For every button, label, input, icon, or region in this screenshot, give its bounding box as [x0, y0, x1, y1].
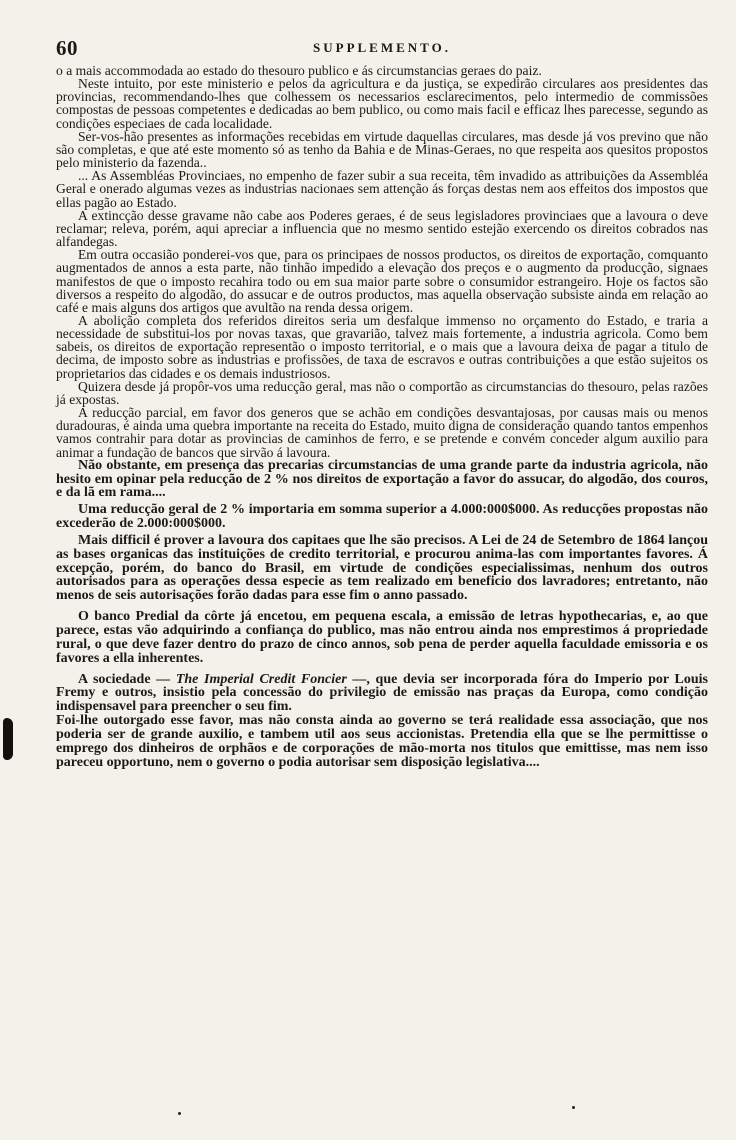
paragraph: Neste intuito, por este ministerio e pelos da agricultura e da justiça, se expedirão circulares aos presidentes das provincias, recommendando-lhes que colhessem os necessarios esclarecimentos, pelo intermedio de commissões compostas de pessoas competentes e dedicadas ao bem publico, ou como mais facil e efficaz lhes parecesse, segundo as condições especiaes de cada localidade. — [56, 76, 708, 131]
document-page — [56, 36, 708, 769]
paragraph: Não obstante, em presença das precarias circumstancias de uma grande parte da industria agricola, não hesito em opinar pela reducção de 2 % nos direitos de exportação a favor do assucar, do algodão, dos couros, e da lã em rama.... — [56, 457, 708, 501]
paragraph: O banco Predial da côrte já encetou, em pequena escala, a emissão de letras hypothecarias, e, ao que parece, estas vão adquirindo a confiança do publico, mas não entrou ainda nos emprestimos á propriedade rural, o que deve fazer dentro do prazo de cinco annos, sob pena de perder aquella faculdade emissoria e os favores a ella inherentes. — [56, 609, 708, 666]
paragraph: A abolição completa dos referidos direitos seria um desfalque immenso no orçamento do Estado, e traria a necessidade de substitui-los por novas taxas, que gravarião, talvez mais fortemente, a industria agricola. Como bem sabeis, os direitos de exportação representão o imposto territorial, e o mais que a lavoura deixa de pagar a titulo de decima, de imposto sobre as industrias e profissões, de taxa de escravos e outras contribuições a que estão sujeitos os proprietarios das cidades e os demais industriosos. — [56, 312, 708, 381]
page-title: SUPPLEMENTO. — [313, 40, 451, 55]
page-header — [56, 36, 708, 60]
society-suffix: —, que devia ser incorporada fóra do Imperio por Louis Fremy e outros, insistio pela concessão do privilegio de emissão nas praças da Europa, como condição indispensavel para preencher o seu fim. — [56, 671, 708, 715]
paragraph: A extincção desse gravame não cabe aos Poderes geraes, é de seus legisladores provinciaes que a lavoura o deve reclamar; releva, porém, aqui apreciar a influencia que no mesmo sentido estejão exercendo os direitos cobrados nas alfandegas. — [56, 207, 708, 250]
body-text — [56, 64, 708, 769]
paragraph: o a mais accommodada ao estado do thesouro publico e ás circumstancias geraes do paiz. — [56, 63, 542, 78]
paragraph: Uma reducção geral de 2 % importaria em somma superior a 4.000:000$000. As reducções propostas não excederão de 2.000:000$000. — [56, 502, 708, 532]
paragraph: Ser-vos-hão presentes as informações recebidas em virtude daquellas circulares, mas desde já vos previno que não são completas, e que até este momento só as tenho da Bahia e de Minas-Geraes, no que respeita aos quesitos propostos pelo ministerio da fazenda.. — [56, 128, 708, 171]
paragraph: Quizera desde já propôr-vos uma reducção geral, mas não o comportão as circumstancias do thesouro, pelas razões já expostas. — [56, 378, 708, 407]
paragraph: ... As Assembléas Provinciaes, no empenho de fazer subir a sua receita, têm invadido as attribuições da Assembléa Geral e onerado algumas vezes as industrias nacionaes sem attenção ás forças destas nem aos effeitos dos impostos que ellas pagão ao Estado. — [56, 168, 708, 210]
ink-speck — [178, 1112, 181, 1115]
page-number: 60 — [56, 36, 78, 60]
ink-speck — [572, 1106, 575, 1109]
paragraph: A reducção parcial, em favor dos generos que se achão em condições desvantajosas, por causas mais ou menos duradouras, é ainda uma quebra importante na receita do Estado, muito digna de consideração quando tantos empenhos vamos contrahir para dotar as provincias de caminhos de ferro, e se pretende e convém conceder algum auxilio para animar a fundação de bancos que sirvão á lavoura. — [56, 405, 708, 460]
paragraph: Em outra occasião ponderei-vos que, para os principaes de nossos productos, os direitos de exportação, comquanto augmentados de annos a esta parte, não tinhão impedido a elevação dos preços e o augmento da producção, signaes manifestos de que o imposto recahira todo ou em sua maior parte sobre o consumidor estrangeiro. Hoje os factos são diversos a respeito do algodão, do assucar e de outros productos, mas aquella observação subsiste ainda em relação ao café e mais alguns dos artigos que avultão na renda dessa origem. — [56, 247, 708, 315]
paragraph: Foi-lhe outorgado esse favor, mas não consta ainda ao governo se terá realidade essa associação, que nos poderia ser de grande auxilio, e tambem util aos seus accionistas. Pretendia ella que se lhe permittisse o emprego dos dinheiros de orphãos e de corporações de mão-morta nos titulos que emittisse, mas nem isso pareceu opportuno, nem o governo o podia autorisar sem disposição legislativa.... — [56, 713, 708, 770]
paragraph: Mais difficil é prover a lavoura dos capitaes que lhe são precisos. A Lei de 24 de Setembro de 1864 lançou as bases organicas das instituições de credito territorial, e procurou anima-las com importantes favores. Á excepção, porém, do banco do Brasil, em virtude de condições especialissimas, nenhum dos outros autorisados para as operações dessa especie as tem realizado em beneficio dos lavradores; entretanto, não menos de seis autorisações forão dadas para esse fim o anno passado. — [56, 532, 708, 604]
binding-shadow — [3, 718, 13, 760]
society-prefix: A sociedade — — [78, 671, 176, 687]
society-name: The Imperial Credit Foncier — [175, 671, 347, 687]
society-paragraph — [56, 673, 708, 715]
